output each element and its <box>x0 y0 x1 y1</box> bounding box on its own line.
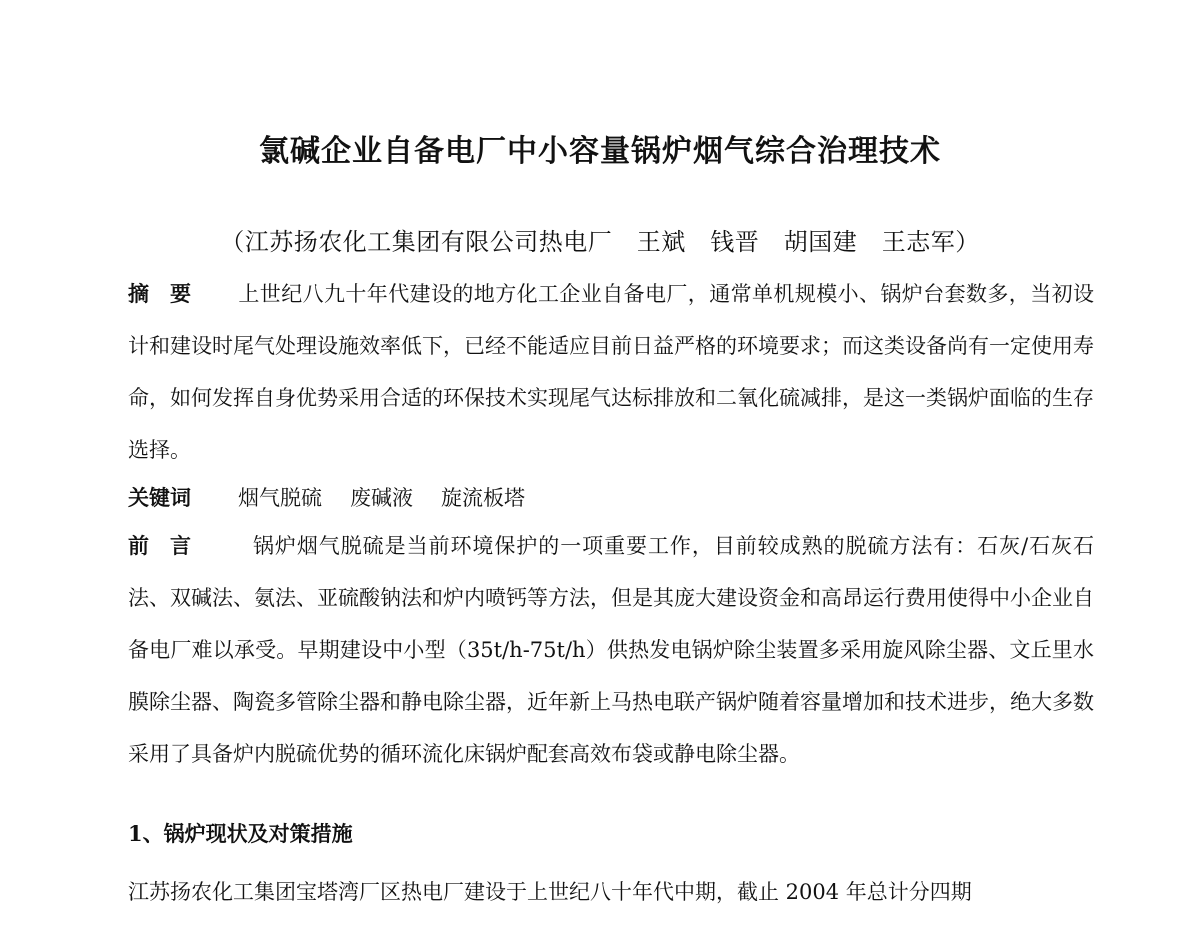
keywords-label: 关键词 <box>128 485 191 510</box>
paper-title: 氯碱企业自备电厂中小容量锅炉烟气综合治理技术 <box>259 134 941 169</box>
keyword: 废碱液 <box>350 486 413 510</box>
section-heading: 1、锅炉现状及对策措施 <box>128 821 353 846</box>
preface-text: 锅炉烟气脱硫是当前环境保护的一项重要工作，目前较成熟的脱硫方法有：石灰/石灰石法、双碱法、氨法、亚硫酸钠法和炉内喷钙等方法，但是其庞大建设资金和高昂运行费用使得中小企业自备电厂难以承受。早期建设中小型（35t/h-75t/h）供热发电锅炉除尘装置多采用旋风除尘器、文丘里水膜除尘器、陶瓷多管除尘器和静电除尘器，近年新上马热电联产锅炉随着容量增加和技术进步，绝大多数采用了具备炉内脱硫优势的循环流化床锅炉配套高效布袋或静电除尘器。 <box>128 534 1094 766</box>
abstract-label: 摘 要 <box>128 281 191 306</box>
abstract-paragraph <box>128 268 1094 476</box>
paper-authors: （江苏扬农化工集团有限公司热电厂 王斌 钱晋 胡国建 王志军） <box>220 228 980 256</box>
keyword: 旋流板塔 <box>441 486 525 510</box>
section-paragraph: 江苏扬农化工集团宝塔湾厂区热电厂建设于上世纪八十年代中期，截止 2004 年总计分四期 <box>128 880 972 904</box>
keyword: 烟气脱硫 <box>238 486 322 510</box>
preface-paragraph <box>128 520 1094 780</box>
abstract-text: 上世纪八九十年代建设的地方化工企业自备电厂，通常单机规模小、锅炉台套数多，当初设计和建设时尾气处理设施效率低下，已经不能适应目前日益严格的环境要求；而这类设备尚有一定使用寿命，如何发挥自身优势采用合适的环保技术实现尾气达标排放和二氧化硫减排，是这一类锅炉面临的生存选择。 <box>128 282 1094 462</box>
preface-label: 前 言 <box>128 533 191 558</box>
keywords-line <box>128 472 1094 524</box>
